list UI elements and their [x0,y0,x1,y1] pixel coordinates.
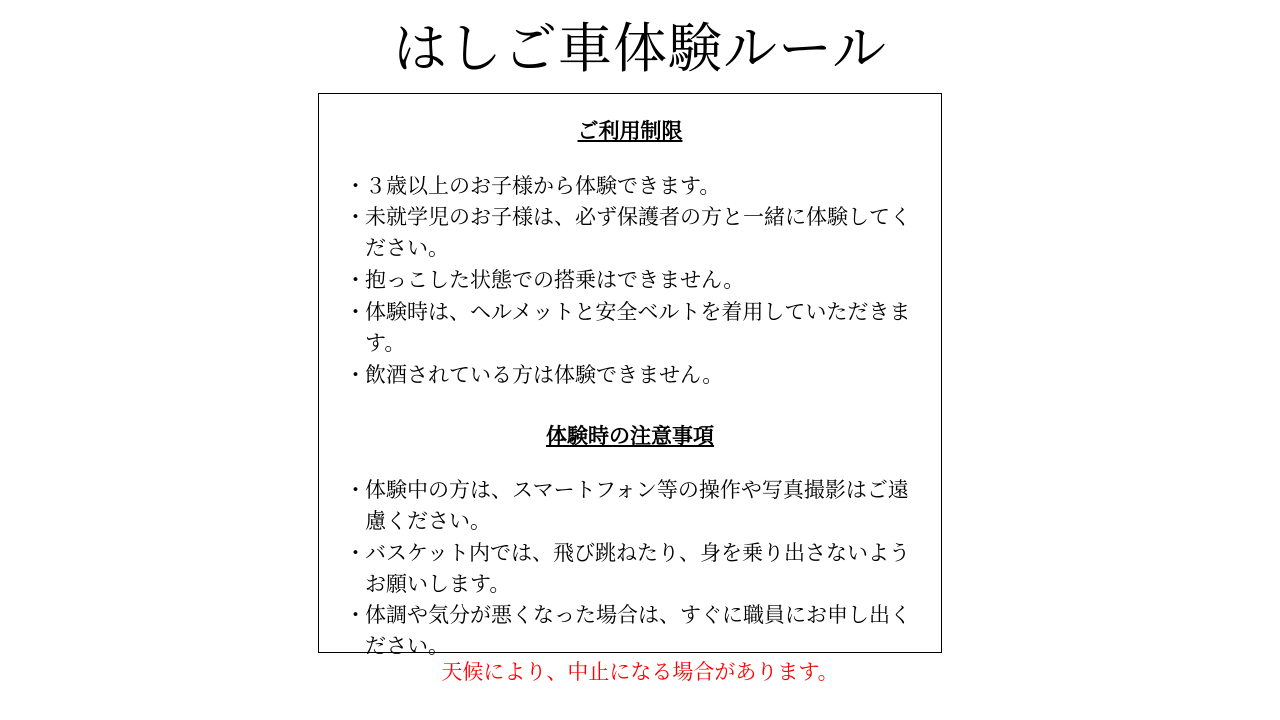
bullet-marker: ・ [345,174,366,198]
list-item-text: ３歳以上のお子様から体験できます。 [365,174,721,198]
list-item [345,539,915,601]
list-item [345,298,915,360]
page-title: はしご車体験ルール [393,19,887,79]
bullet-marker: ・ [345,206,366,230]
spacer [345,393,915,419]
list-item-text: 抱っこした状態での搭乗はできません。 [365,269,745,293]
bullet-marker: ・ [345,269,366,293]
rules-panel-content [319,94,941,674]
list-item [345,172,915,203]
experience-notes-list [345,476,915,663]
bullet-marker: ・ [345,479,366,503]
list-item [345,476,915,538]
section-heading-usage-restrictions: ご利用制限 [577,120,683,143]
rules-panel [318,93,942,659]
list-item-text: 飲酒されている方は体験できません。 [365,363,724,387]
list-item-text: 未就学児のお子様は、必ず保護者の方と一緒に体験してください。 [365,206,911,261]
spacer [345,154,915,172]
list-item [345,361,915,392]
weather-cancellation-note: 天候により、中止になる場合があります。 [441,661,839,684]
bullet-marker: ・ [345,363,366,387]
list-item [345,266,915,297]
list-item-text: 体調や気分が悪くなった場合は、すぐに職員にお申し出ください。 [365,604,911,659]
list-item-text: 体験時は、ヘルメットと安全ベルトを着用していただきます。 [365,300,911,355]
usage-restrictions-list [345,172,915,392]
list-item [345,601,915,663]
spacer [345,458,915,476]
section-heading-experience-notes: 体験時の注意事項 [546,424,714,448]
list-item-text: バスケット内では、飛び跳ねたり、身を乗り出さないようお願いします。 [365,541,910,596]
bullet-marker: ・ [345,541,366,565]
list-item-text: 体験中の方は、スマートフォン等の操作や写真撮影はご遠慮ください。 [365,479,909,533]
bullet-marker: ・ [345,604,366,628]
list-item [345,203,915,265]
bullet-marker: ・ [345,300,366,324]
